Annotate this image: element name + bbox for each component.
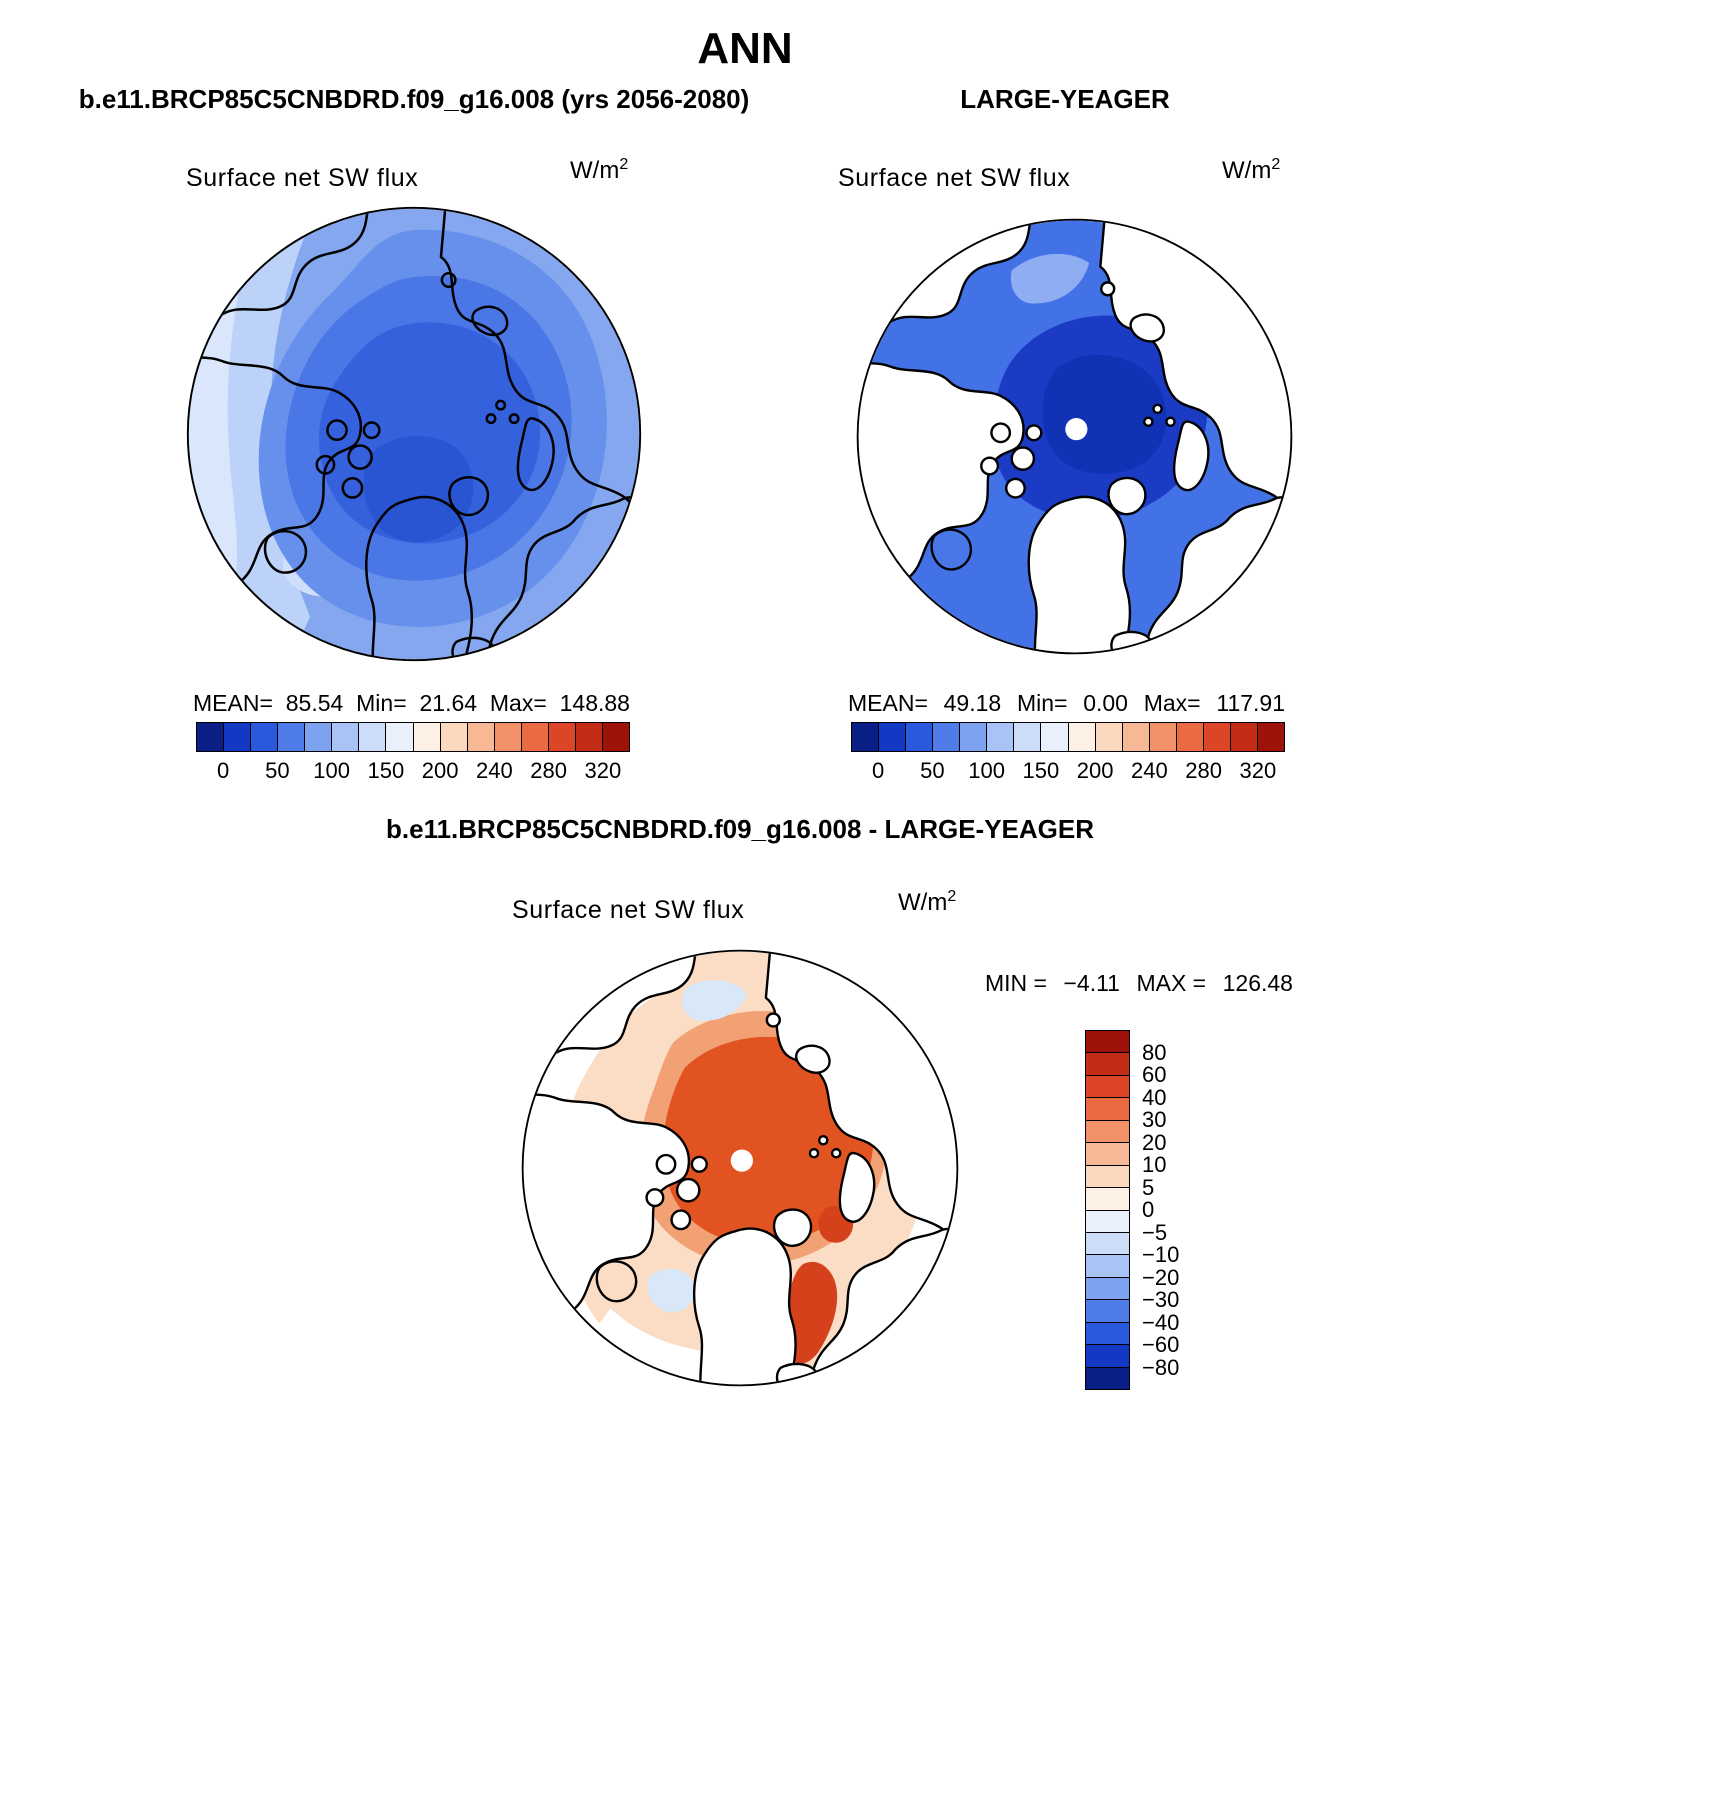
colorbar-segment [1086, 1211, 1129, 1233]
colorbar-segment [1086, 1233, 1129, 1255]
diff-units-exponent: 2 [947, 888, 957, 905]
min-value: 21.64 [419, 690, 478, 716]
pole-dot [731, 1150, 753, 1172]
colorbar-segment [987, 723, 1014, 751]
colorbar-segment [1177, 723, 1204, 751]
tick-label: 0 [1142, 1197, 1155, 1222]
colorbar-segment [522, 723, 549, 751]
colorbar-segment [251, 723, 278, 751]
colorbar-segment [305, 723, 332, 751]
max-value: 148.88 [559, 690, 630, 716]
tick-label: 280 [530, 758, 567, 783]
model-map-title: Surface net SW flux [186, 164, 419, 192]
model-colorbar-ticks [196, 758, 630, 786]
mean-value: 49.18 [943, 690, 1002, 716]
colorbar-segment [1086, 1098, 1129, 1120]
model-flux-field [183, 203, 645, 665]
colorbar-segment [1231, 723, 1258, 751]
diff-map-title: Surface net SW flux [512, 896, 745, 924]
tick-label: 10 [1142, 1152, 1167, 1177]
mean-label: MEAN= [848, 690, 928, 716]
tick-label: −10 [1142, 1242, 1180, 1267]
colorbar-segment [603, 723, 629, 751]
colorbar-segment [278, 723, 305, 751]
diff-map [518, 946, 962, 1390]
tick-label: 320 [584, 758, 622, 783]
tick-label: 150 [367, 758, 405, 783]
tick-label: 20 [1142, 1129, 1167, 1155]
colorbar-segment [1086, 1166, 1129, 1188]
colorbar-segment [1041, 723, 1068, 751]
tick-label: 320 [1239, 758, 1277, 783]
diff-header: b.e11.BRCP85C5CNBDRD.f09_g16.008 - LARGE-YEAGER [386, 814, 1094, 844]
colorbar-segment [906, 723, 933, 751]
tick-label: −30 [1142, 1287, 1180, 1312]
tick-label: 50 [265, 758, 290, 783]
min-label: MIN = [985, 970, 1047, 996]
colorbar-segment [576, 723, 603, 751]
diff-colorbar-labels [1142, 1030, 1202, 1390]
colorbar-segment [1258, 723, 1284, 751]
colorbar-segment [386, 723, 413, 751]
min-label: Min= [1016, 690, 1068, 716]
colorbar-segment [332, 723, 359, 751]
min-value: −4.11 [1063, 970, 1120, 996]
diff-colorbar [1085, 1030, 1130, 1390]
obs-map [853, 215, 1296, 658]
diff-stats [985, 970, 1293, 997]
mean-label: MEAN= [193, 690, 273, 716]
model-map [183, 203, 645, 665]
colorbar-segment [960, 723, 987, 751]
tick-label: 40 [1142, 1084, 1167, 1110]
colorbar-segment [1123, 723, 1150, 751]
colorbar-segment [1086, 1278, 1129, 1300]
obs-flux-field [853, 215, 1296, 658]
colorbar-segment [1204, 723, 1231, 751]
tick-label: −5 [1142, 1219, 1168, 1245]
colorbar-segment [495, 723, 522, 751]
diff-units-base: W/m [898, 889, 948, 916]
obs-units-exponent: 2 [1271, 156, 1281, 173]
obs-header: LARGE-YEAGER [960, 84, 1170, 114]
hudson-bay [597, 1261, 636, 1301]
tick-label: 0 [217, 758, 230, 783]
colorbar-segment [1086, 1323, 1129, 1345]
tick-label: 60 [1142, 1062, 1167, 1087]
colorbar-segment [1086, 1300, 1129, 1322]
model-units [570, 156, 628, 185]
tick-label: 240 [1131, 758, 1168, 783]
max-value: 117.91 [1216, 690, 1285, 716]
tick-label: 100 [968, 758, 1005, 783]
obs-map-title: Surface net SW flux [838, 164, 1071, 192]
min-value: 0.00 [1083, 690, 1128, 716]
tick-label: 240 [476, 758, 513, 783]
hudson-bay [932, 530, 971, 570]
tick-label: 100 [313, 758, 350, 783]
colorbar-segment [1150, 723, 1177, 751]
figure-title: ANN [697, 24, 793, 73]
pole-dot [1065, 418, 1087, 440]
colorbar-segment [1086, 1188, 1129, 1210]
colorbar-segment [441, 723, 468, 751]
tick-label: −20 [1142, 1264, 1180, 1290]
colorbar-segment [1086, 1345, 1129, 1367]
colorbar-segment [933, 723, 960, 751]
tick-label: 80 [1142, 1039, 1167, 1065]
colorbar-segment [879, 723, 906, 751]
model-units-base: W/m [570, 157, 620, 184]
tick-label: −80 [1142, 1354, 1180, 1380]
tick-label: −60 [1142, 1332, 1180, 1357]
obs-colorbar-ticks [851, 758, 1285, 786]
obs-colorbar [851, 722, 1285, 752]
diff-field [518, 946, 962, 1390]
colorbar-segment [224, 723, 251, 751]
obs-units [1222, 156, 1280, 185]
model-colorbar [196, 722, 630, 752]
diff-units [898, 888, 956, 917]
tick-label: −40 [1142, 1309, 1180, 1335]
colorbar-segment [1086, 1121, 1129, 1143]
obs-units-base: W/m [1222, 157, 1272, 184]
model-units-exponent: 2 [619, 156, 629, 173]
colorbar-segment [852, 723, 879, 751]
colorbar-segment [1086, 1076, 1129, 1098]
tick-label: 200 [1076, 758, 1114, 783]
obs-stats [848, 690, 1285, 717]
tick-label: 280 [1185, 758, 1222, 783]
max-value: 126.48 [1222, 970, 1293, 996]
colorbar-segment [1086, 1255, 1129, 1277]
model-stats [193, 690, 630, 717]
min-label: Min= [356, 690, 407, 716]
colorbar-segment [1086, 1053, 1129, 1075]
colorbar-segment [468, 723, 495, 751]
colorbar-segment [1086, 1031, 1129, 1053]
colorbar-segment [197, 723, 224, 751]
colorbar-segment [359, 723, 386, 751]
tick-label: 30 [1142, 1107, 1167, 1132]
mean-value: 85.54 [285, 690, 344, 716]
max-label: MAX = [1136, 970, 1207, 996]
colorbar-segment [1096, 723, 1123, 751]
model-header: b.e11.BRCP85C5CNBDRD.f09_g16.008 (yrs 2056-2080) [78, 84, 750, 114]
tick-label: 50 [920, 758, 945, 783]
max-label: Max= [1143, 690, 1201, 716]
tick-label: 150 [1022, 758, 1060, 783]
colorbar-segment [1086, 1143, 1129, 1165]
tick-label: 5 [1142, 1174, 1155, 1200]
colorbar-segment [1014, 723, 1041, 751]
max-label: Max= [489, 690, 547, 716]
colorbar-segment [549, 723, 576, 751]
colorbar-segment [1069, 723, 1096, 751]
tick-label: 0 [872, 758, 885, 783]
colorbar-segment [414, 723, 441, 751]
tick-label: 200 [421, 758, 459, 783]
colorbar-segment [1086, 1368, 1129, 1389]
